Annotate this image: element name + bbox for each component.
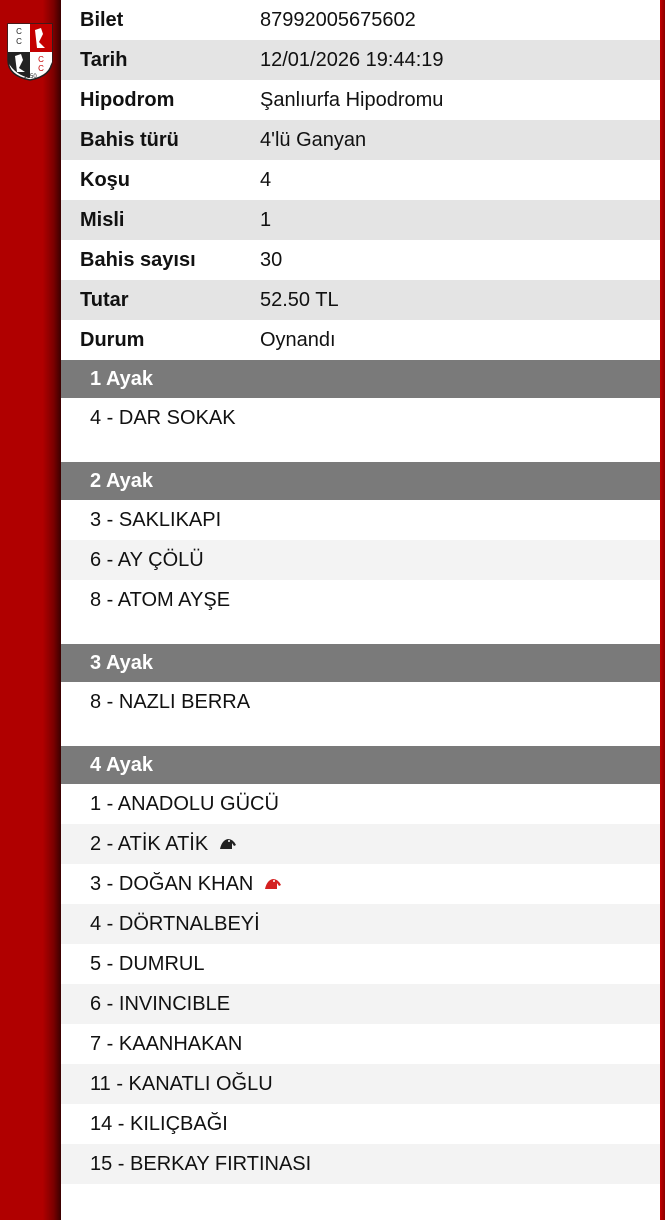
info-label: Bilet	[80, 8, 124, 31]
info-label: Hipodrom	[80, 88, 175, 111]
horse-name: 3 - SAKLIKAPI	[90, 508, 222, 531]
info-label: Bahis sayısı	[80, 248, 196, 271]
info-row	[61, 80, 660, 120]
horse-name: 2 - ATİK ATİK	[90, 832, 209, 855]
info-value: 4	[260, 168, 272, 191]
club-logo[interactable]	[5, 20, 55, 82]
svg-text:C: C	[16, 27, 22, 36]
horse-name: 8 - NAZLI BERRA	[90, 690, 251, 713]
leg-section	[61, 644, 660, 746]
leg-header: 1 Ayak	[61, 360, 660, 398]
svg-text:C: C	[16, 37, 22, 46]
info-row	[61, 320, 660, 360]
info-row	[61, 40, 660, 80]
horse-name: 5 - DUMRUL	[90, 952, 205, 975]
ticket-info-table	[61, 0, 660, 360]
info-row	[61, 120, 660, 160]
horse-name: 3 - DOĞAN KHAN	[90, 872, 254, 895]
horse-row	[61, 984, 660, 1024]
horse-name: 4 - DAR SOKAK	[90, 406, 236, 429]
info-label: Tarih	[80, 48, 128, 71]
leg-header: 3 Ayak	[61, 644, 660, 682]
info-row	[61, 240, 660, 280]
info-value: 52.50 TL	[260, 288, 339, 311]
info-value: 12/01/2026 19:44:19	[260, 48, 444, 71]
horse-name: 4 - DÖRTNALBEYİ	[90, 912, 260, 935]
leg-spacer	[61, 722, 660, 746]
svg-text:C: C	[38, 55, 44, 64]
info-label: Bahis türü	[80, 128, 179, 151]
horse-name: 1 - ANADOLU GÜCÜ	[90, 792, 279, 815]
info-value: Şanlıurfa Hipodromu	[260, 88, 444, 111]
info-label: Koşu	[80, 168, 130, 191]
horse-name: 7 - KAANHAKAN	[90, 1032, 243, 1055]
horse-row	[61, 500, 660, 540]
left-brand-bar	[0, 0, 61, 1220]
horse-name: 6 - INVINCIBLE	[90, 992, 231, 1015]
svg-text:C: C	[38, 64, 44, 73]
horse-name: 11 - KANATLI OĞLU	[90, 1072, 273, 1095]
info-row	[61, 0, 660, 40]
leg-spacer	[61, 438, 660, 462]
leg-header: 4 Ayak	[61, 746, 660, 784]
horse-row	[61, 904, 660, 944]
horse-row	[61, 1144, 660, 1184]
info-value: Oynandı	[260, 328, 336, 351]
horse-name: 15 - BERKAY FIRTINASI	[90, 1152, 312, 1175]
horse-row	[61, 1064, 660, 1104]
info-label: Tutar	[80, 288, 129, 311]
horse-row	[61, 784, 660, 824]
leg-spacer	[61, 620, 660, 644]
horse-row	[61, 580, 660, 620]
horse-row	[61, 824, 660, 864]
horse-row	[61, 398, 660, 438]
jockey-silk-icon	[263, 877, 283, 891]
ticket-content	[61, 0, 660, 1208]
horse-name: 6 - AY ÇÖLÜ	[90, 548, 204, 571]
info-label: Misli	[80, 208, 125, 231]
horse-row	[61, 944, 660, 984]
horse-name: 8 - ATOM AYŞE	[90, 588, 231, 611]
legs-list	[61, 360, 660, 1208]
leg-spacer	[61, 1184, 660, 1208]
right-brand-bar	[660, 0, 665, 1220]
leg-section	[61, 360, 660, 462]
leg-section	[61, 462, 660, 644]
info-value: 1	[260, 208, 272, 231]
svg-text:1950: 1950	[23, 74, 37, 80]
info-value: 87992005675602	[260, 8, 416, 31]
horse-row	[61, 540, 660, 580]
horse-row	[61, 1024, 660, 1064]
jockey-silk-icon	[218, 837, 238, 851]
info-label: Durum	[80, 328, 145, 351]
info-row	[61, 200, 660, 240]
leg-section	[61, 746, 660, 1208]
info-row	[61, 160, 660, 200]
horse-row	[61, 1104, 660, 1144]
info-value: 4'lü Ganyan	[260, 128, 367, 151]
leg-header: 2 Ayak	[61, 462, 660, 500]
info-row	[61, 280, 660, 320]
info-value: 30	[260, 248, 283, 271]
horse-name: 14 - KILIÇBAĞI	[90, 1112, 228, 1135]
horse-row	[61, 864, 660, 904]
horse-row	[61, 682, 660, 722]
